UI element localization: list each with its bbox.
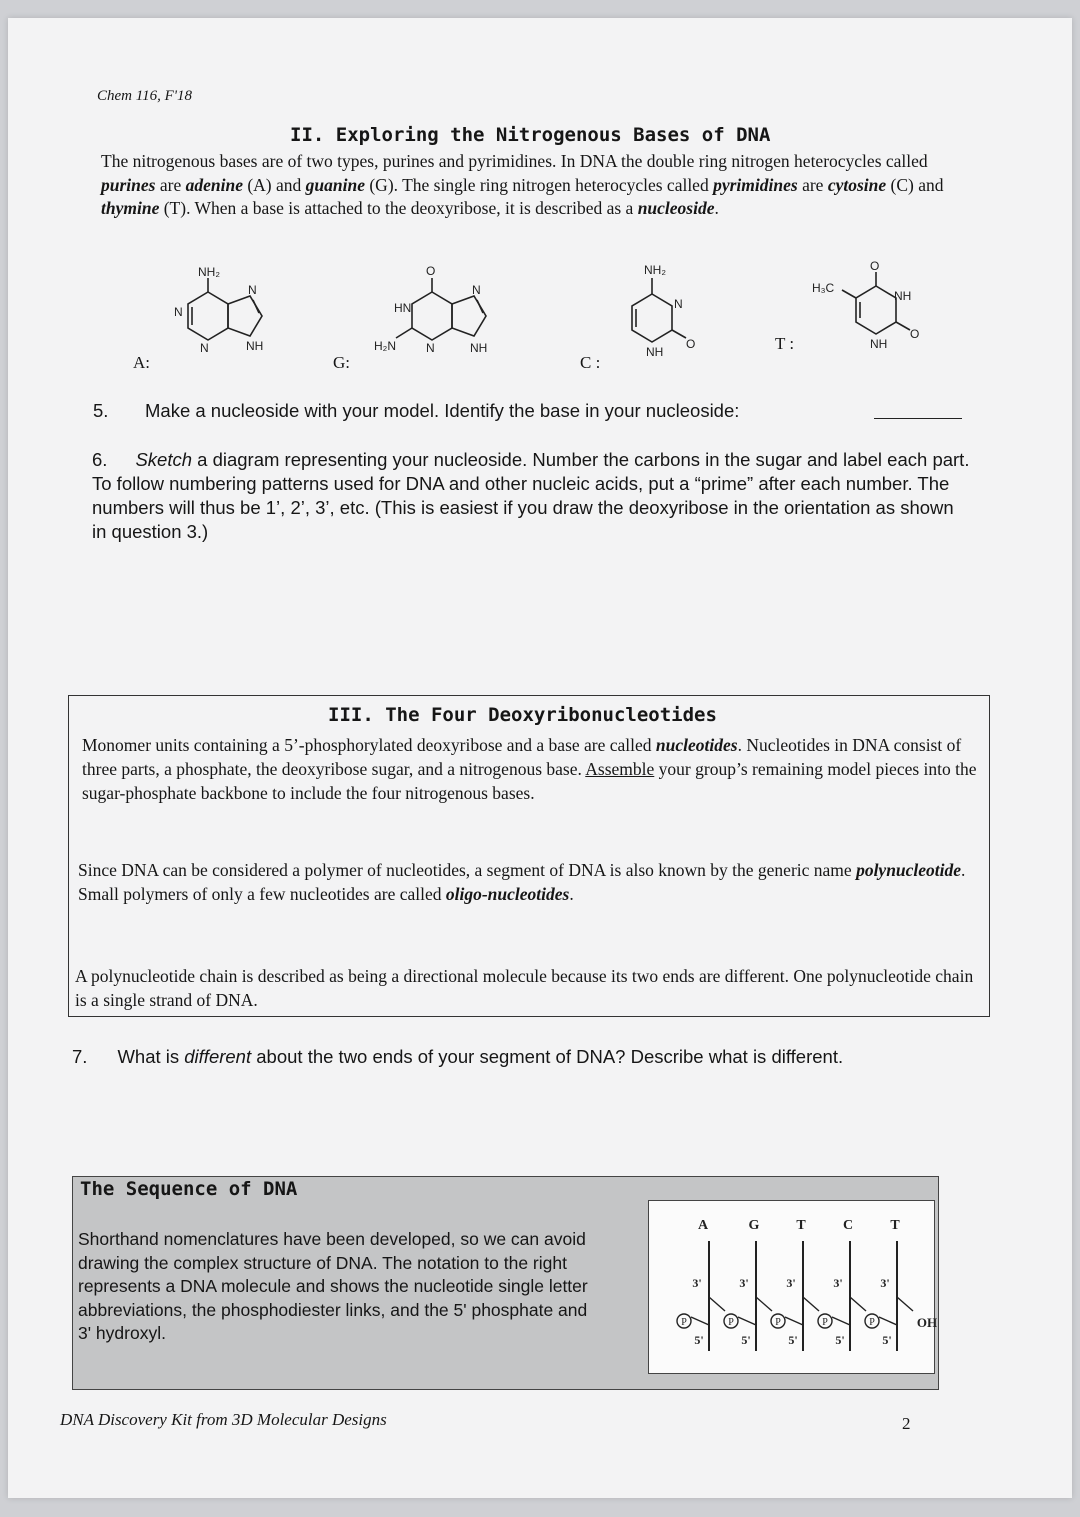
adenine-structure: [160, 260, 280, 372]
o-text: O: [686, 337, 696, 351]
base-letter: T: [796, 1218, 806, 1233]
three-prime-label: 3': [739, 1276, 749, 1290]
five-prime-label: 5': [694, 1333, 704, 1347]
o-text: O: [910, 327, 920, 341]
n-text: N: [200, 341, 209, 355]
three-prime-label: 3': [880, 1276, 890, 1290]
intro-text: (T). When a base is attached to the deoxyribose, it is described as a: [159, 198, 638, 218]
term-purines: purines: [101, 174, 156, 195]
paragraph-text: . Small polymers of only a few nucleotides are called: [78, 860, 966, 904]
paragraph-text: .: [569, 884, 574, 904]
term-nucleotides: nucleotides: [655, 735, 738, 755]
phosphate-label: P: [775, 1317, 781, 1328]
question-6-sketch-area[interactable]: [92, 560, 972, 680]
paragraph-text: Monomer units containing a 5’-phosphorylated deoxyribose and a base are called: [82, 735, 656, 755]
phosphodiester-link: [756, 1297, 772, 1311]
section-2-title: II. Exploring the Nitrogenous Bases of DNA: [290, 124, 771, 146]
question-6-number: 6.: [92, 449, 108, 470]
dna-notation-svg: [649, 1201, 938, 1373]
intro-text: are: [155, 174, 186, 195]
phosphate-link: [832, 1317, 850, 1325]
thymine-label: T :: [775, 334, 795, 353]
page-number: 2: [902, 1414, 911, 1433]
n-text: N: [674, 297, 683, 311]
three-prime-label: 3': [786, 1276, 796, 1290]
paragraph-text: your group’s remaining model pieces into the sugar-phosphate backbone to include the four nitrogenous bases.: [82, 759, 977, 803]
phosphate-label: P: [728, 1317, 734, 1328]
phosphate-link: [691, 1317, 709, 1325]
nh-text: NH: [246, 339, 264, 353]
footer-source: DNA Discovery Kit from 3D Molecular Designs: [60, 1410, 387, 1429]
term-cytosine: cytosine: [827, 174, 887, 195]
thymine-structure: [806, 258, 946, 358]
nh2-text: NH₂: [644, 263, 666, 277]
phosphodiester-link: [803, 1297, 819, 1311]
phosphodiester-link: [709, 1297, 725, 1311]
question-5-number: 5.: [93, 400, 109, 421]
base-letter: T: [890, 1218, 900, 1233]
intro-text: (G). The single ring nitrogen heterocycles called: [364, 174, 714, 195]
question-5-answer-blank[interactable]: [874, 418, 962, 419]
question-7-emphasis: different: [184, 1046, 252, 1067]
phosphate-label: P: [869, 1317, 875, 1328]
nh-text: NH: [470, 341, 488, 355]
guanine-label: G:: [333, 353, 350, 372]
h3c-text: H₃C: [812, 281, 835, 295]
n-text: N: [472, 283, 481, 297]
section-3-paragraph-2: [78, 858, 978, 906]
hydroxyl-label: OH: [916, 1315, 938, 1330]
three-prime-label: 3': [692, 1276, 702, 1290]
base-letter: G: [748, 1218, 760, 1233]
nh2-text: NH₂: [198, 265, 220, 279]
section-3-title: III. The Four Deoxyribonucleotides: [328, 704, 717, 726]
nh-text: NH: [646, 345, 664, 359]
n-text: N: [248, 283, 257, 297]
n-text: N: [426, 341, 435, 355]
o-text: O: [870, 259, 880, 273]
section-3-paragraph-3: A polynucleotide chain is described as being a directional molecule because its two ends are different. One polynucleotide chain is a single strand of DNA.: [75, 966, 974, 1010]
adenine-label: A:: [133, 353, 150, 372]
five-prime-label: 5': [788, 1333, 798, 1347]
course-header: Chem 116, F'18: [97, 88, 193, 104]
phosphodiester-link: [897, 1297, 913, 1311]
intro-text: (A) and: [242, 174, 306, 195]
question-7-text-a: What is: [117, 1046, 185, 1067]
term-thymine: thymine: [101, 198, 160, 218]
nh-text: NH: [870, 337, 888, 351]
intro-text: The nitrogenous bases are of two types, purines and pyrimidines. In DNA the double ring nitrogen heterocycles called: [101, 151, 928, 171]
three-prime-label: 3': [833, 1276, 843, 1290]
phosphate-label: P: [822, 1317, 828, 1328]
paragraph-text: Since DNA can be considered a polymer of nucleotides, a segment of DNA is also known by the generic name: [78, 860, 857, 880]
cytosine-structure: [612, 258, 702, 372]
question-5-text: Make a nucleoside with your model. Identify the base in your nucleoside:: [145, 400, 740, 421]
intro-text: (C) and: [886, 174, 944, 195]
question-7: [72, 1045, 972, 1069]
paragraph-text: . Nucleotides in DNA consist of three parts, a phosphate, the deoxyribose sugar, and a nitrogenous base.: [82, 735, 962, 779]
term-oligonucleotides: oligo-nucleotides: [445, 884, 570, 904]
n-text: N: [174, 305, 183, 319]
dna-notation-diagram: [648, 1200, 938, 1374]
base-letter: A: [697, 1218, 709, 1233]
base-letter: C: [842, 1218, 854, 1233]
term-adenine: adenine: [185, 174, 243, 195]
phosphate-link: [738, 1317, 756, 1325]
five-prime-label: 5': [835, 1333, 845, 1347]
term-guanine: guanine: [305, 174, 365, 195]
guanine-structure: [370, 262, 510, 372]
section-2-intro: [101, 150, 981, 221]
o-text: O: [426, 264, 436, 278]
intro-text: .: [714, 198, 719, 218]
five-prime-label: 5': [882, 1333, 892, 1347]
nh-text: NH: [894, 289, 912, 303]
cytosine-label: C :: [580, 353, 601, 372]
question-6: [92, 448, 972, 544]
question-7-number: 7.: [72, 1046, 88, 1067]
sequence-box-title: The Sequence of DNA: [80, 1178, 298, 1200]
question-6-emphasis: Sketch: [135, 449, 192, 470]
five-prime-label: 5': [741, 1333, 751, 1347]
term-nucleoside: nucleoside: [637, 198, 715, 218]
term-polynucleotide: polynucleotide: [856, 860, 962, 880]
h2n-text: H₂N: [374, 339, 396, 353]
phosphate-label: P: [681, 1317, 687, 1328]
term-assemble: Assemble: [585, 759, 655, 779]
section-3-paragraph-1: [82, 733, 982, 805]
intro-text: are: [797, 174, 828, 195]
question-7-text-b: about the two ends of your segment of DNA? Describe what is different.: [251, 1046, 844, 1067]
hn-text: HN: [394, 301, 412, 315]
term-pyrimidines: pyrimidines: [713, 174, 798, 195]
phosphate-link: [785, 1317, 803, 1325]
phosphodiester-link: [850, 1297, 866, 1311]
phosphate-link: [879, 1317, 897, 1325]
question-7-answer-area[interactable]: [72, 1100, 972, 1165]
question-6-text: a diagram representing your nucleoside. Number the carbons in the sugar and label each part. To follow numbering patterns used for DNA and other nucleic acids, put a “prime” after each number. The numbers will thus be 1’, 2’, 3’, etc. (This is easiest if you draw the deoxyribose in the orientation as shown in question 3.): [92, 449, 970, 542]
sequence-box-text: Shorthand nomenclatures have been developed, so we can avoid drawing the complex structure of DNA. The notation to the right represents a DNA molecule and shows the nucleotide single letter abbreviations, the phosphodiester links, and the 5' phosphate and 3' hydroxyl.: [78, 1229, 588, 1343]
